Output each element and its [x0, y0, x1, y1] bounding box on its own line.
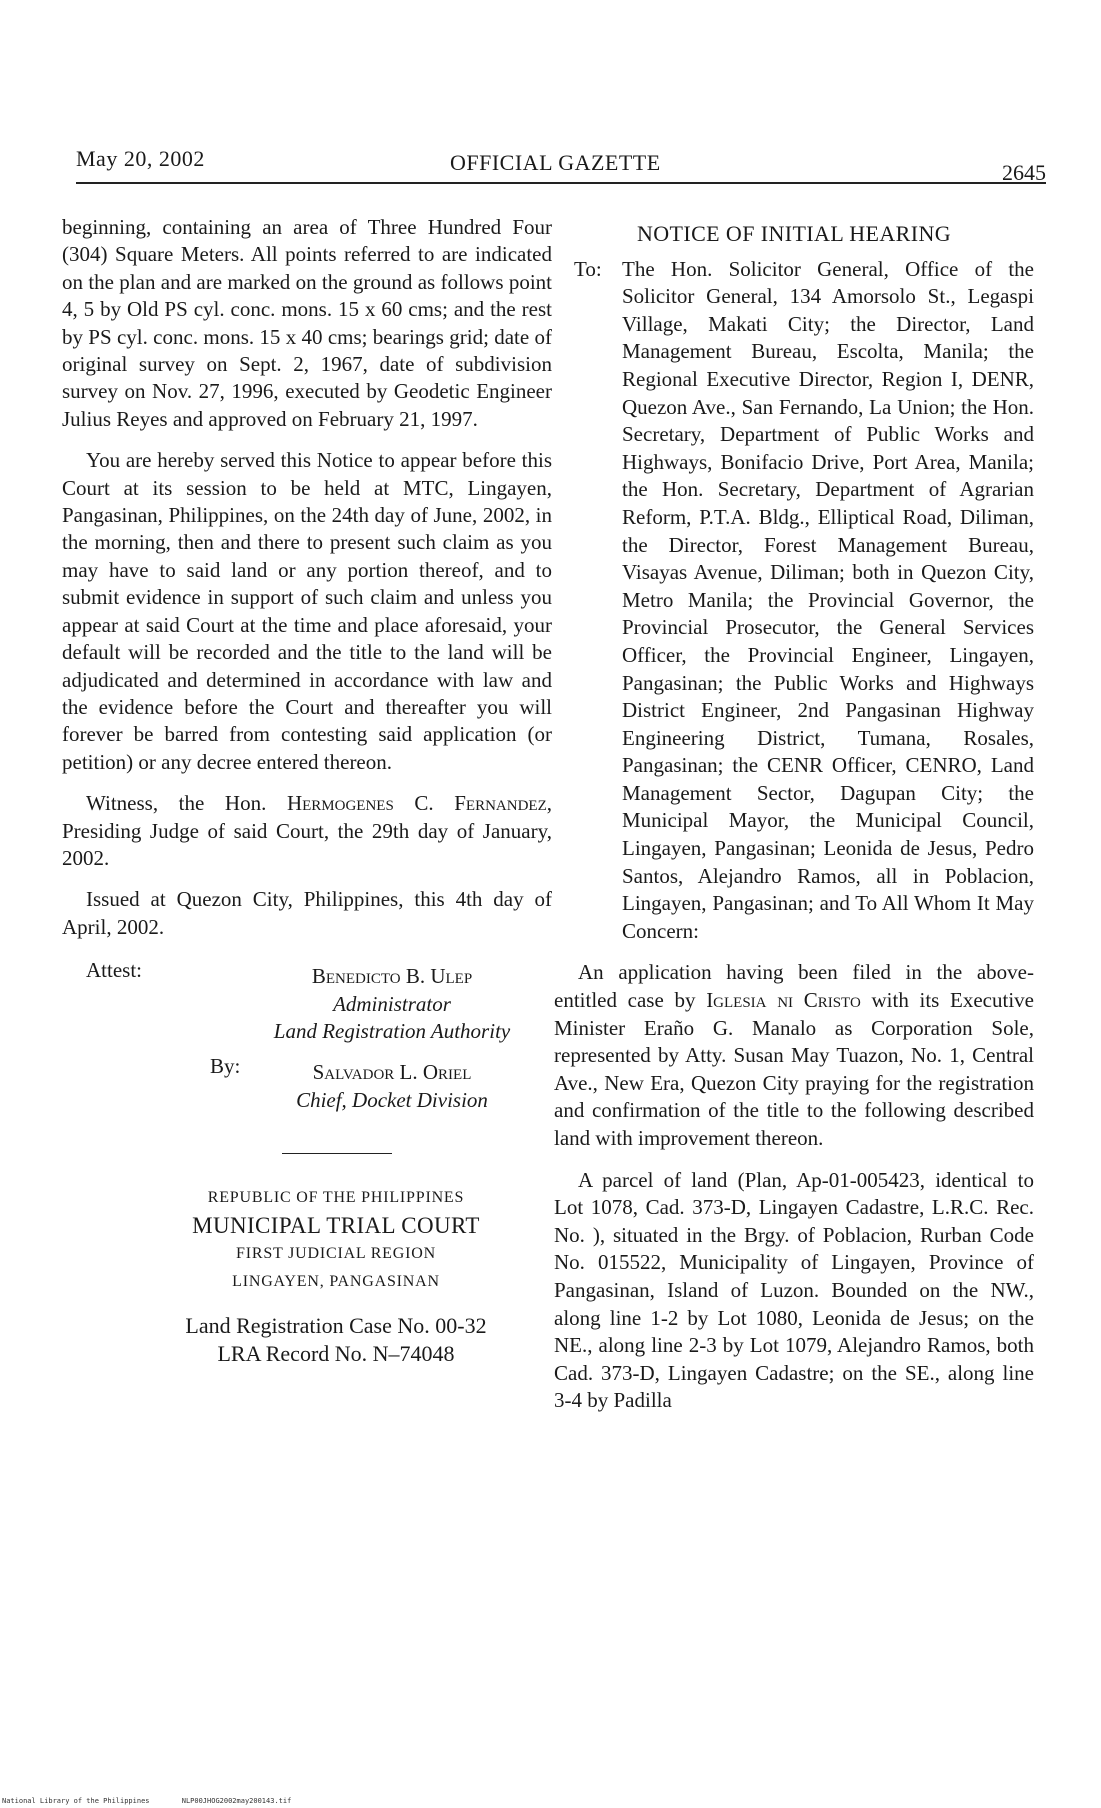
parcel-description: A parcel of land (Plan, Ap-01-005423, identical to Lot 1078, Cad. 373-D, Lingayen Cadastre, L.R.C. Rec. No. ), situated in the Brgy. of Poblacion, Rurban Code No. 015522, Municipality of Lingayen, Province of Pangasinan, Island of Luzon. Bounded on the NW., along line 1-2 by Lot 1080, Leonida de Jesus; on the NE., along line 2-3 by Lot 1079, Alejandro Ramos, both Cad. 373-D, Lingayen Cadastre; on the SE., along line 3-4 by Padilla: [554, 1167, 1034, 1413]
left-column: [62, 214, 552, 1368]
republic-line: REPUBLIC OF THE PHILIPPINES: [207, 1189, 465, 1207]
attest-label: Attest:: [86, 958, 142, 983]
judge-name: Hermogenes C. Fernandez: [286, 791, 547, 816]
signatory-1-office: Land Registration Authority: [273, 1018, 511, 1043]
signatory-2-title: Chief, Docket Division: [296, 1087, 488, 1112]
signatory-1-title: Administrator: [333, 991, 451, 1016]
addressees-text: The Hon. Solicitor General, Office of the Solicitor General, 134 Amorsolo St., Legaspi Village, Makati City; the Director, Land Management Bureau, Escolta, Manila; the Regional Executive Director, Region I, DENR, Quezon Ave., San Fernando, La Union; the Hon. Secretary, Department of Public Works and Highways, Bonifacio Drive, Port Area, Manila; the Hon. Secretary, Department of Agrarian Reform, P.T.A. Bldg., Elliptical Road, Diliman, the Director, Forest Management Bureau, Visayas Avenue, Diliman; both in Quezon City, Metro Manila; the Provincial Governor, the Provincial Prosecutor, the General Services Officer, the Provincial Engineer, Lingayen, Pangasinan; the Public Works and Highways District Engineer, 2nd Pangasinan Highway Engineering District, Tumana, Rosales, Pangasinan; the CENR Officer, CENRO, Land Management Sector, Dagupan City; the Municipal Mayor, the Municipal Council, Lingayen, Pangasinan; Leonida de Jesus, Pedro Santos, Alejandro Ramos, all in Poblacion, Lingayen, Pangasinan; and To All Whom It May Concern:: [622, 256, 1034, 943]
notice-title: NOTICE OF INITIAL HEARING: [636, 221, 952, 246]
by-label: By:: [210, 1054, 241, 1079]
signatory-2-name: Salvador L. Oriel: [312, 1060, 472, 1085]
applicant-name: Iglesia ni Cristo: [706, 988, 861, 1013]
land-description-end: beginning, containing an area of Three Hundred Four (304) Square Meters. All points referred to are indicated on the plan and are marked on the ground as follows point 4, 5 by Old PS cyl. conc. mons. 15 x 60 cms; and the rest by PS cyl. conc. mons. 15 x 40 cms; bearings grid; date of original survey on Sept. 2, 1967, date of subdivision survey on Nov. 27, 1996, executed by Geodetic Engineer Julius Reyes and approved on February 21, 1997.: [62, 215, 552, 431]
attest-block: [62, 951, 552, 1137]
court-name: MUNICIPAL TRIAL COURT: [192, 1213, 480, 1239]
lra-record-number: LRA Record No. N–74048: [217, 1341, 455, 1367]
page-header: [76, 140, 1046, 184]
application-text: An application having been filed in the above- entitled case by: [554, 960, 1034, 1013]
scan-footer: [2, 1797, 319, 1805]
application-text-end: with its Executive Minister Eraño G. Manalo as Corporation Sole, represented by Atty. Susan May Tuazon, No. 1, Central Ave., New Era, Quezon City praying for the registration and confirmation of the title to the following described land with improvement thereon.: [554, 988, 1034, 1150]
issued-paragraph: Issued at Quezon City, Philippines, this 4th day of April, 2002.: [62, 887, 552, 939]
publication-title: OFFICIAL GAZETTE: [450, 150, 661, 175]
issue-date: May 20, 2002: [76, 146, 205, 171]
court-heading: [62, 1184, 552, 1368]
witness-paragraph: [62, 790, 552, 872]
to-label: To:: [574, 256, 602, 281]
application-paragraph: [554, 959, 1034, 1152]
page-number: 2645: [1002, 160, 1046, 185]
signatory-1-name: Benedicto B. Ulep: [311, 964, 473, 989]
addressees-block: [554, 256, 1034, 946]
signatory-1: [232, 963, 552, 1045]
notice-paragraph: You are hereby served this Notice to appear before this Court at its session to be held at MTC, Lingayen, Pangasinan, Philippines, on the 24th day of June, 2002, in the morning, then and there to present such claim as you may have to said land or any portion thereof, and to submit evidence in support of such claim and unless you appear at said Court at the time and place aforesaid, your default will be recorded and the title to the land will be adjudicated and determined in accordance with law and the evidence before the Court and thereafter you will forever be barred from contesting said application (or petition) or any decree entered thereon.: [62, 448, 552, 774]
witness-text-end: , Presiding Judge of said Court, the 29th day of January, 2002.: [62, 791, 552, 870]
library-credit: National Library of the Philippines: [2, 1797, 150, 1805]
divider: [282, 1153, 392, 1154]
court-location: LINGAYEN, PANGASINAN: [232, 1273, 440, 1291]
signatory-2: [232, 1059, 552, 1114]
scan-filename: NLP00JHOG2002may200143.tif: [181, 1797, 292, 1805]
case-number: Land Registration Case No. 00-32: [185, 1313, 487, 1339]
witness-text: Witness, the Hon.: [86, 791, 267, 816]
right-column: [554, 220, 1034, 1415]
judicial-region: FIRST JUDICIAL REGION: [236, 1245, 436, 1263]
